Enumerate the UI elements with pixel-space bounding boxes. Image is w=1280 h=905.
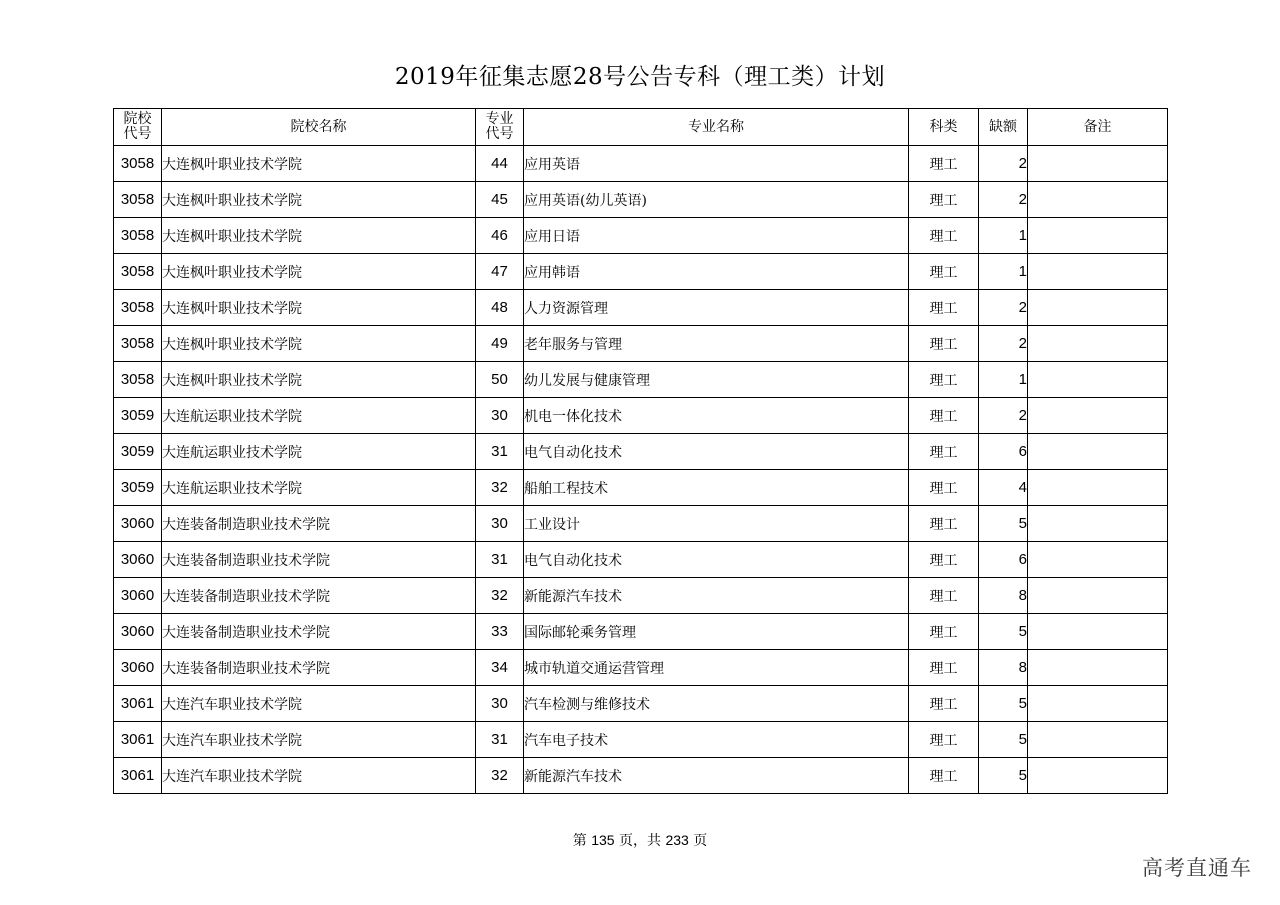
page-footer	[0, 830, 1280, 850]
table-row	[114, 146, 1168, 182]
cell-major-code: 34	[476, 650, 524, 686]
table-row	[114, 470, 1168, 506]
table-row	[114, 758, 1168, 794]
cell-school-name: 大连枫叶职业技术学院	[162, 146, 476, 182]
cell-category: 理工	[909, 290, 979, 326]
cell-category: 理工	[909, 614, 979, 650]
cell-school-code: 3061	[114, 758, 162, 794]
table-row	[114, 614, 1168, 650]
cell-quota: 8	[979, 578, 1028, 614]
cell-quota: 2	[979, 398, 1028, 434]
cell-remark	[1028, 326, 1168, 362]
cell-major-name: 应用韩语	[524, 254, 909, 290]
footer-suffix: 页	[693, 833, 708, 849]
cell-school-code: 3058	[114, 254, 162, 290]
cell-quota: 2	[979, 290, 1028, 326]
header-quota: 缺额	[979, 109, 1028, 146]
cell-school-name: 大连枫叶职业技术学院	[162, 254, 476, 290]
cell-remark	[1028, 182, 1168, 218]
cell-school-name: 大连枫叶职业技术学院	[162, 362, 476, 398]
cell-quota: 4	[979, 470, 1028, 506]
watermark-text: 高考直通车	[1142, 856, 1252, 880]
cell-remark	[1028, 254, 1168, 290]
table-row	[114, 722, 1168, 758]
cell-school-code: 3058	[114, 326, 162, 362]
cell-major-name: 船舶工程技术	[524, 470, 909, 506]
cell-major-code: 49	[476, 326, 524, 362]
header-category: 科类	[909, 109, 979, 146]
cell-remark	[1028, 470, 1168, 506]
cell-quota: 5	[979, 722, 1028, 758]
cell-quota: 6	[979, 542, 1028, 578]
cell-major-name: 应用日语	[524, 218, 909, 254]
header-row	[114, 109, 1168, 146]
cell-category: 理工	[909, 722, 979, 758]
cell-school-name: 大连枫叶职业技术学院	[162, 290, 476, 326]
cell-quota: 6	[979, 434, 1028, 470]
table-body	[114, 146, 1168, 794]
cell-quota: 5	[979, 686, 1028, 722]
cell-school-code: 3060	[114, 578, 162, 614]
table-row	[114, 578, 1168, 614]
table-row	[114, 362, 1168, 398]
cell-category: 理工	[909, 542, 979, 578]
cell-major-name: 新能源汽车技术	[524, 578, 909, 614]
table-row	[114, 506, 1168, 542]
cell-major-code: 45	[476, 182, 524, 218]
cell-quota: 1	[979, 218, 1028, 254]
cell-school-name: 大连汽车职业技术学院	[162, 722, 476, 758]
footer-total-pages: 233	[665, 832, 689, 848]
table-row	[114, 686, 1168, 722]
cell-major-name: 电气自动化技术	[524, 542, 909, 578]
cell-school-code: 3060	[114, 650, 162, 686]
table-row	[114, 398, 1168, 434]
cell-school-code: 3061	[114, 686, 162, 722]
cell-remark	[1028, 506, 1168, 542]
cell-school-code: 3060	[114, 506, 162, 542]
cell-school-code: 3058	[114, 146, 162, 182]
cell-major-name: 幼儿发展与健康管理	[524, 362, 909, 398]
table-row	[114, 542, 1168, 578]
cell-category: 理工	[909, 506, 979, 542]
table-row	[114, 434, 1168, 470]
cell-school-code: 3061	[114, 722, 162, 758]
cell-major-code: 31	[476, 722, 524, 758]
cell-category: 理工	[909, 578, 979, 614]
cell-school-code: 3060	[114, 542, 162, 578]
cell-remark	[1028, 614, 1168, 650]
cell-major-name: 汽车检测与维修技术	[524, 686, 909, 722]
cell-school-name: 大连航运职业技术学院	[162, 434, 476, 470]
cell-major-code: 47	[476, 254, 524, 290]
cell-remark	[1028, 722, 1168, 758]
cell-school-code: 3058	[114, 290, 162, 326]
cell-major-code: 31	[476, 542, 524, 578]
cell-major-name: 应用英语(幼儿英语)	[524, 182, 909, 218]
cell-major-name: 老年服务与管理	[524, 326, 909, 362]
cell-quota: 5	[979, 506, 1028, 542]
cell-quota: 2	[979, 146, 1028, 182]
cell-school-code: 3058	[114, 218, 162, 254]
cell-school-name: 大连装备制造职业技术学院	[162, 578, 476, 614]
cell-major-name: 国际邮轮乘务管理	[524, 614, 909, 650]
cell-remark	[1028, 578, 1168, 614]
cell-major-code: 32	[476, 758, 524, 794]
footer-middle: 页，共	[619, 833, 661, 849]
cell-quota: 8	[979, 650, 1028, 686]
cell-school-code: 3058	[114, 182, 162, 218]
cell-major-code: 32	[476, 578, 524, 614]
cell-category: 理工	[909, 182, 979, 218]
table-header	[114, 109, 1168, 146]
cell-school-code: 3059	[114, 398, 162, 434]
cell-major-code: 44	[476, 146, 524, 182]
cell-quota: 2	[979, 326, 1028, 362]
cell-major-name: 应用英语	[524, 146, 909, 182]
footer-page-number: 135	[591, 832, 615, 848]
cell-school-name: 大连装备制造职业技术学院	[162, 650, 476, 686]
cell-category: 理工	[909, 686, 979, 722]
cell-major-code: 46	[476, 218, 524, 254]
cell-school-name: 大连汽车职业技术学院	[162, 758, 476, 794]
cell-quota: 1	[979, 362, 1028, 398]
enrollment-plan-table	[113, 108, 1168, 794]
cell-category: 理工	[909, 254, 979, 290]
cell-major-name: 新能源汽车技术	[524, 758, 909, 794]
header-school-code: 院校代号	[114, 109, 162, 146]
cell-remark	[1028, 434, 1168, 470]
cell-major-code: 48	[476, 290, 524, 326]
cell-major-code: 31	[476, 434, 524, 470]
cell-remark	[1028, 650, 1168, 686]
table-row	[114, 290, 1168, 326]
cell-school-code: 3059	[114, 434, 162, 470]
cell-quota: 1	[979, 254, 1028, 290]
cell-remark	[1028, 146, 1168, 182]
cell-major-code: 50	[476, 362, 524, 398]
cell-school-name: 大连汽车职业技术学院	[162, 686, 476, 722]
cell-major-name: 城市轨道交通运营管理	[524, 650, 909, 686]
cell-quota: 5	[979, 614, 1028, 650]
cell-school-name: 大连枫叶职业技术学院	[162, 218, 476, 254]
table-row	[114, 326, 1168, 362]
cell-major-code: 30	[476, 506, 524, 542]
header-remark: 备注	[1028, 109, 1168, 146]
cell-remark	[1028, 290, 1168, 326]
page-title: 2019年征集志愿28号公告专科（理工类）计划	[394, 64, 886, 90]
cell-remark	[1028, 542, 1168, 578]
cell-category: 理工	[909, 758, 979, 794]
cell-major-code: 30	[476, 686, 524, 722]
cell-category: 理工	[909, 434, 979, 470]
cell-school-name: 大连枫叶职业技术学院	[162, 326, 476, 362]
header-major-name: 专业名称	[524, 109, 909, 146]
cell-category: 理工	[909, 146, 979, 182]
table-row	[114, 218, 1168, 254]
cell-major-name: 人力资源管理	[524, 290, 909, 326]
cell-remark	[1028, 362, 1168, 398]
cell-school-name: 大连装备制造职业技术学院	[162, 542, 476, 578]
cell-remark	[1028, 686, 1168, 722]
cell-school-name: 大连装备制造职业技术学院	[162, 506, 476, 542]
cell-category: 理工	[909, 362, 979, 398]
cell-category: 理工	[909, 218, 979, 254]
cell-quota: 2	[979, 182, 1028, 218]
header-school-name: 院校名称	[162, 109, 476, 146]
table-row	[114, 182, 1168, 218]
cell-category: 理工	[909, 326, 979, 362]
cell-remark	[1028, 398, 1168, 434]
cell-major-code: 32	[476, 470, 524, 506]
cell-major-name: 工业设计	[524, 506, 909, 542]
table-row	[114, 254, 1168, 290]
cell-remark	[1028, 758, 1168, 794]
cell-school-code: 3058	[114, 362, 162, 398]
cell-school-code: 3060	[114, 614, 162, 650]
cell-major-name: 机电一体化技术	[524, 398, 909, 434]
cell-major-name: 电气自动化技术	[524, 434, 909, 470]
cell-school-code: 3059	[114, 470, 162, 506]
table-row	[114, 650, 1168, 686]
cell-school-name: 大连装备制造职业技术学院	[162, 614, 476, 650]
cell-school-name: 大连航运职业技术学院	[162, 470, 476, 506]
cell-category: 理工	[909, 470, 979, 506]
cell-major-code: 33	[476, 614, 524, 650]
cell-school-name: 大连枫叶职业技术学院	[162, 182, 476, 218]
cell-category: 理工	[909, 650, 979, 686]
cell-major-name: 汽车电子技术	[524, 722, 909, 758]
cell-major-code: 30	[476, 398, 524, 434]
cell-quota: 5	[979, 758, 1028, 794]
cell-remark	[1028, 218, 1168, 254]
cell-school-name: 大连航运职业技术学院	[162, 398, 476, 434]
footer-prefix: 第	[572, 833, 587, 849]
cell-category: 理工	[909, 398, 979, 434]
header-major-code: 专业代号	[476, 109, 524, 146]
